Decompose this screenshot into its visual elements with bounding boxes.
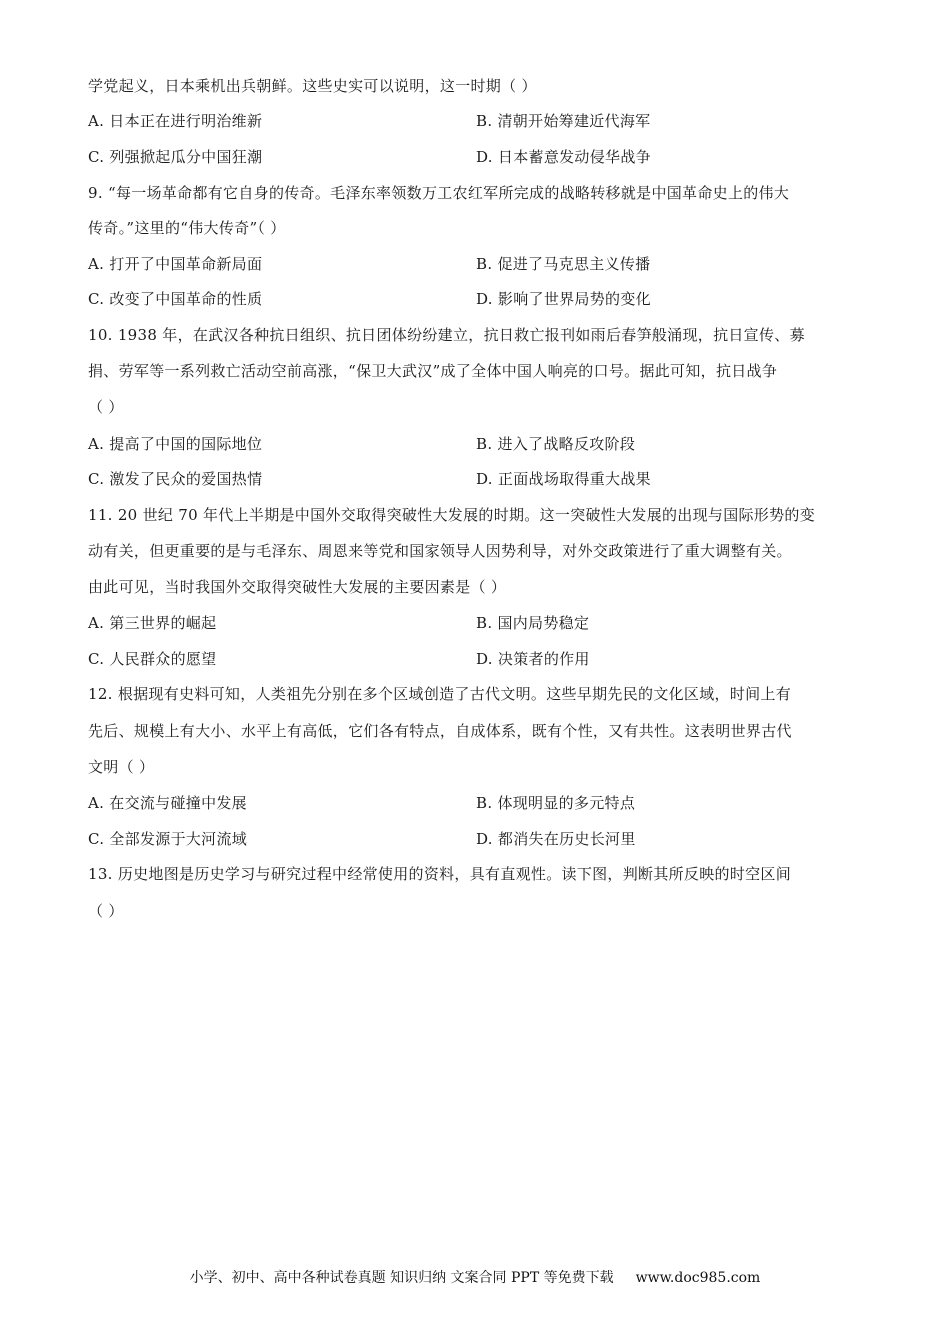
footer-text: 小学、初中、高中各种试卷真题 知识归纳 文案合同 PPT 等免费下载: [189, 1270, 614, 1286]
q8-option-d: D. 日本蓄意发动侵华战争: [476, 148, 651, 166]
q12-option-b: B. 体现明显的多元特点: [476, 794, 636, 812]
q8-option-a: A. 日本正在进行明治维新: [88, 112, 263, 130]
q9-option-a: A. 打开了中国革命新局面: [88, 255, 263, 273]
q10-stem-line-1: 10. 1938 年，在武汉各种抗日组织、抗日团体纷纷建立，抗日救亡报刊如雨后春笋般涌现，抗日宣传、募: [88, 326, 805, 344]
q9-stem-line-2: 传奇。”这里的“伟大传奇”（ ）: [88, 219, 286, 237]
q9-option-c: C. 改变了中国革命的性质: [88, 290, 263, 308]
q12-stem-line-2: 先后、规模上有大小、水平上有高低，它们各有特点，自成体系，既有个性，又有共性。这表明世界古代: [88, 722, 792, 740]
q9-option-d: D. 影响了世界局势的变化: [476, 290, 651, 308]
q11-option-c: C. 人民群众的愿望: [88, 650, 217, 668]
q12-stem-line-1: 12. 根据现有史料可知，人类祖先分别在多个区域创造了古代文明。这些早期先民的文化区域，时间上有: [88, 685, 792, 703]
q9-stem-line-1: 9. “每一场革命都有它自身的传奇。毛泽东率领数万工农红军所完成的战略转移就是中国革命史上的伟大: [88, 184, 790, 202]
q13-stem-line-1: 13. 历史地图是历史学习与研究过程中经常使用的资料，具有直观性。读下图，判断其所反映的时空区间: [88, 865, 792, 883]
q11-option-d: D. 决策者的作用: [476, 650, 590, 668]
q11-stem-line-3: 由此可见，当时我国外交取得突破性大发展的主要因素是（ ）: [88, 578, 507, 596]
q12-option-c: C. 全部发源于大河流域: [88, 830, 248, 848]
q10-option-a: A. 提高了中国的国际地位: [88, 435, 263, 453]
page-footer: [0, 1268, 950, 1288]
footer-url[interactable]: www.doc985.com: [635, 1270, 761, 1286]
q8-option-b: B. 清朝开始筹建近代海军: [476, 112, 651, 130]
q10-option-d: D. 正面战场取得重大战果: [476, 470, 651, 488]
q11-stem-line-1: 11. 20 世纪 70 年代上半期是中国外交取得突破性大发展的时期。这一突破性大发展的出现与国际形势的变: [88, 506, 816, 524]
q13-stem-line-2: （ ）: [88, 902, 124, 920]
q10-option-b: B. 进入了战略反攻阶段: [476, 435, 636, 453]
q11-option-b: B. 国内局势稳定: [476, 614, 590, 632]
q12-stem-line-3: 文明（ ）: [88, 758, 155, 776]
q12-option-a: A. 在交流与碰撞中发展: [88, 794, 247, 812]
q12-option-d: D. 都消失在历史长河里: [476, 830, 636, 848]
q8-option-c: C. 列强掀起瓜分中国狂潮: [88, 148, 263, 166]
q10-option-c: C. 激发了民众的爱国热情: [88, 470, 263, 488]
q10-stem-line-3: （ ）: [88, 398, 124, 416]
q10-stem-line-2: 捐、劳军等一系列救亡活动空前高涨，“保卫大武汉”成了全体中国人响亮的口号。据此可知，抗日战争: [88, 362, 778, 380]
q11-option-a: A. 第三世界的崛起: [88, 614, 217, 632]
q8-stem-tail: 学党起义，日本乘机出兵朝鲜。这些史实可以说明，这一时期（ ）: [88, 77, 537, 95]
q9-option-b: B. 促进了马克思主义传播: [476, 255, 651, 273]
q11-stem-line-2: 动有关，但更重要的是与毛泽东、周恩来等党和国家领导人因势利导，对外交政策进行了重大调整有关。: [88, 542, 792, 560]
